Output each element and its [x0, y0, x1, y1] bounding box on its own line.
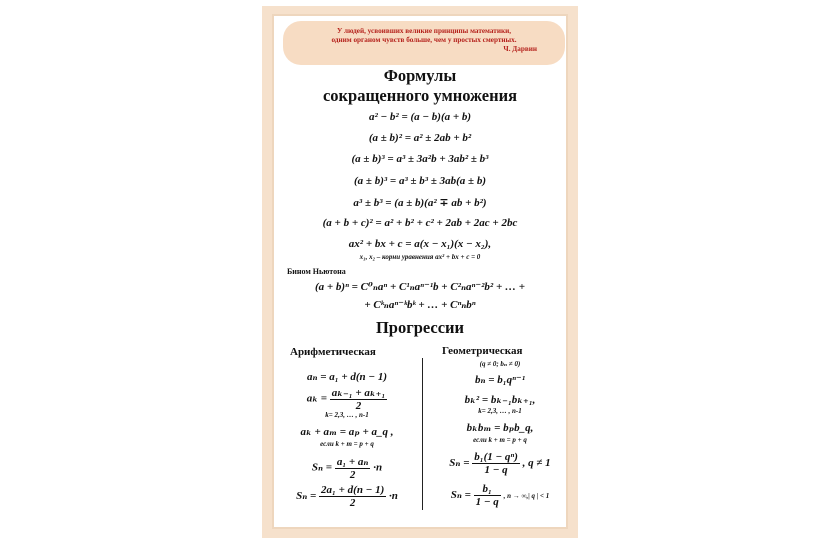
arith-f2-lhs: aₖ =	[306, 392, 327, 405]
arith-f4-num: a₁ + aₙ	[336, 456, 369, 468]
arith-f2-fraction	[330, 386, 388, 412]
geom-formula-3-note: если k + m = p + q	[473, 436, 527, 444]
geom-f4-den: 1 − q	[484, 464, 508, 476]
arith-f4-fraction	[335, 455, 371, 481]
geom-f4-num: b₁(1 − qⁿ)	[474, 451, 518, 463]
arith-f5-fraction	[319, 484, 386, 509]
formula-7: ax² + bx + c = a(x − x₁)(x − x₂),	[348, 238, 492, 250]
arith-formula-3: aₖ + aₘ = aₚ + a_q ,	[300, 426, 394, 438]
geom-condition: (q ≠ 0; bₙ ≠ 0)	[479, 360, 521, 368]
formula-5: a³ ± b³ = (a ± b)(a² ∓ ab + b²)	[353, 197, 487, 209]
arith-f5-rhs: ·n	[389, 490, 398, 503]
geom-formula-1: bₙ = b₁qⁿ⁻¹	[474, 374, 526, 386]
arith-f4-den: 2	[349, 469, 356, 481]
formula-4: (a ± b)³ = a³ ± b³ ± 3ab(a ± b)	[354, 175, 486, 187]
formula-3: (a ± b)³ = a³ ± 3a²b + 3ab² ± b³	[351, 153, 489, 165]
formula-7-note: x₁, x₂ – корни уравнения ax² + bx + c = 0	[359, 253, 481, 261]
binomial-line-2: + Cᵏₙaⁿ⁻ᵏbᵏ + … + Cⁿₙbⁿ	[364, 299, 476, 311]
arith-formula-2-note: k= 2,3, … , n-1	[325, 411, 369, 419]
title-line-2: сокращенного умножения	[322, 86, 518, 105]
progressions-title: Прогрессии	[375, 318, 465, 337]
arith-f5-den: 2	[349, 497, 356, 509]
arith-f5-num: 2a₁ + d(n − 1)	[321, 484, 385, 496]
geom-f5-lhs: Sₙ =	[450, 489, 471, 502]
quote-banner	[283, 21, 565, 65]
formula-6: (a + b + c)² = a² + b² + c² + 2ab + 2ac + 2bc	[322, 217, 518, 229]
formula-1: a² − b² = (a − b)(a + b)	[368, 111, 472, 123]
quote-author: Ч. Дарвин	[503, 45, 537, 53]
arith-formula-3-note: если k + m = p + q	[320, 440, 374, 448]
geom-header: Геометрическая	[442, 345, 523, 357]
quote-line-1: У людей, усвоивших великие принципы математики,	[336, 27, 512, 35]
arith-f2-den: 2	[355, 400, 362, 412]
formula-2: (a ± b)² = a² ± 2ab + b²	[368, 132, 472, 144]
arith-f4-rhs: ·n	[373, 461, 383, 474]
arith-f2-num: aₖ₋₁ + aₖ₊₁	[331, 387, 386, 399]
geom-f5-fraction	[474, 483, 501, 508]
geom-formula-3: bₖbₘ = bₚb_q,	[466, 422, 534, 434]
geom-formula-5	[425, 483, 575, 508]
column-divider	[422, 358, 423, 510]
geom-f5-den: 1 − q	[475, 496, 499, 508]
geom-formula-2: bₖ² = bₖ₋₁bₖ₊₁,	[464, 394, 536, 406]
geom-f4-fraction	[472, 451, 520, 476]
arith-formula-4	[272, 455, 422, 481]
arith-formula-5	[272, 484, 422, 509]
arith-header: Арифметическая	[290, 346, 376, 358]
binomial-line-1: (a + b)ⁿ = C⁰ₙaⁿ + C¹ₙaⁿ⁻¹b + C²ₙaⁿ⁻²b² + … +	[314, 281, 526, 293]
geom-f5-num: b₁	[474, 483, 501, 496]
geom-formula-2-note: k= 2,3, … , n-1	[478, 407, 522, 415]
arith-f4-lhs: Sₙ =	[311, 461, 333, 474]
geom-formula-4	[425, 451, 575, 476]
arith-formula-2	[272, 386, 422, 412]
arith-formula-1: aₙ = a₁ + d(n − 1)	[306, 371, 388, 383]
arith-f5-lhs: Sₙ =	[296, 490, 317, 503]
geom-f4-lhs: Sₙ =	[449, 457, 470, 470]
geom-f5-rhs: , n → ∞,| q | < 1	[503, 492, 550, 501]
title-line-1: Формулы	[383, 66, 457, 85]
binomial-label: Бином Ньютона	[287, 267, 346, 276]
quote-line-2: одним органом чувств больше, чем у простых смертных.	[331, 36, 517, 44]
geom-f4-rhs: , q ≠ 1	[522, 457, 551, 470]
